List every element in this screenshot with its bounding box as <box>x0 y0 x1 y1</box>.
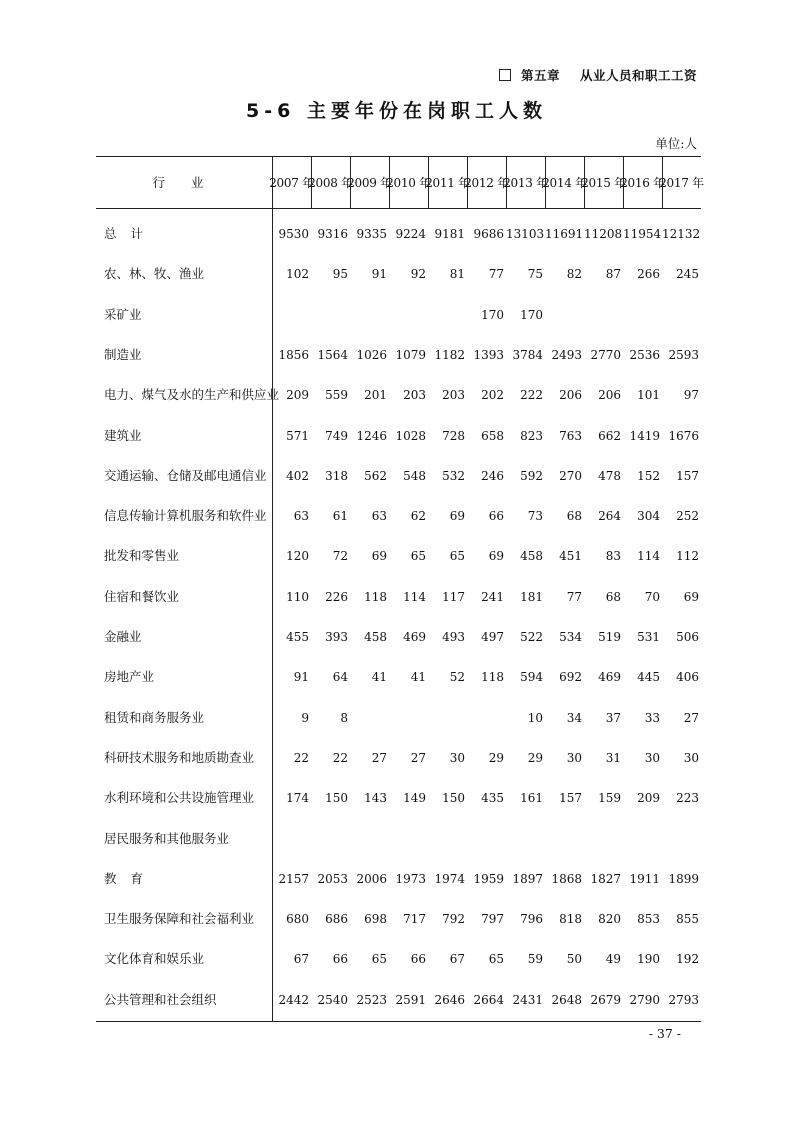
table-cell: 9530 <box>278 227 309 241</box>
table-cell: 458 <box>364 630 387 644</box>
table-cell <box>467 698 504 738</box>
table-cell: 2593 <box>668 347 699 362</box>
table-cell: 1827 <box>590 871 621 886</box>
table-cell: 1856 <box>278 347 309 362</box>
table-cell: 2006 <box>356 871 387 886</box>
table-cell: 181 <box>520 589 543 604</box>
table-cell: 12132 <box>662 227 701 241</box>
table-cell: 11208 <box>584 227 623 241</box>
table-cell: 110 <box>286 589 309 604</box>
table-cell: 2793 <box>668 992 699 1007</box>
row-label: 金融业 <box>104 629 142 644</box>
table-cell: 13103 <box>506 227 545 241</box>
table-cell: 270 <box>559 468 582 483</box>
table-cell <box>584 819 621 859</box>
row-label: 科研技术服务和地质勘查业 <box>104 749 255 765</box>
table-cell: 27 <box>683 710 699 725</box>
table-cell: 823 <box>520 428 543 443</box>
table-cell: 66 <box>332 952 348 967</box>
row-label: 住宿和餐饮业 <box>104 588 180 604</box>
table-cell: 698 <box>364 912 387 927</box>
table-header-rule <box>96 208 701 209</box>
row-label: 电力、煤气及水的生产和供应业 <box>104 387 280 403</box>
table-cell: 118 <box>481 670 504 685</box>
square-icon <box>499 69 511 81</box>
table-cell: 152 <box>637 468 660 483</box>
table-cell: 72 <box>332 549 348 564</box>
table-cell: 192 <box>676 952 699 967</box>
table-cell: 1564 <box>317 347 348 362</box>
table-cell: 820 <box>598 912 621 927</box>
table-cell: 853 <box>637 912 660 927</box>
table-cell: 406 <box>676 670 699 685</box>
table-cell: 114 <box>637 549 660 564</box>
table-row <box>96 214 701 254</box>
table-cell: 493 <box>442 630 465 644</box>
table-cell: 252 <box>676 509 699 524</box>
table-cell: 445 <box>637 670 660 685</box>
table-cell: 65 <box>488 952 504 967</box>
table-row <box>96 778 701 818</box>
table-cell: 1028 <box>395 428 426 443</box>
header-column-divider <box>311 156 312 208</box>
table-cell: 65 <box>410 549 426 564</box>
table-cell: 101 <box>637 388 660 403</box>
table-cell: 41 <box>371 670 387 685</box>
header-column-divider <box>623 156 624 208</box>
row-label: 交通运输、仓储及邮电通信业 <box>104 467 267 483</box>
table-cell: 37 <box>605 710 621 725</box>
table-cell: 117 <box>442 589 465 604</box>
table-cell: 209 <box>286 388 309 403</box>
table-cell: 223 <box>676 791 699 806</box>
table-cell: 497 <box>481 630 504 644</box>
table-cell: 34 <box>566 710 582 725</box>
table-cell <box>389 819 426 859</box>
table-title: 5-6 主要年份在岗职工人数 <box>246 100 547 122</box>
table-row <box>96 577 701 617</box>
table-cell: 49 <box>605 952 621 967</box>
year-column-header: 2016 年 <box>620 175 665 190</box>
table-cell <box>545 819 582 859</box>
table-cell: 1246 <box>356 428 387 443</box>
table-cell: 2442 <box>278 992 309 1007</box>
table-cell: 1974 <box>434 871 465 886</box>
table-cell: 2540 <box>317 992 348 1007</box>
table-cell: 1897 <box>512 871 543 886</box>
table-cell: 83 <box>605 549 621 564</box>
table-row <box>96 335 701 375</box>
table-cell: 65 <box>449 549 465 564</box>
table-cell: 27 <box>371 750 387 765</box>
table-cell: 203 <box>442 388 465 403</box>
table-cell: 77 <box>566 589 582 604</box>
table-cell: 91 <box>293 670 309 685</box>
table-cell: 50 <box>566 952 582 967</box>
table-cell: 69 <box>488 549 504 564</box>
table-cell: 63 <box>293 509 309 524</box>
table-cell: 1182 <box>434 347 465 362</box>
table-cell: 67 <box>449 952 465 967</box>
table-cell: 30 <box>683 750 699 765</box>
table-cell: 1393 <box>473 347 504 362</box>
table-cell: 52 <box>449 670 465 685</box>
table-cell: 1899 <box>668 871 699 886</box>
table-cell <box>311 295 348 335</box>
header-column-divider <box>467 156 468 208</box>
year-column-header: 2009 年 <box>347 175 392 190</box>
table-cell: 658 <box>481 428 504 443</box>
table-cell: 97 <box>683 388 699 403</box>
table-row <box>96 657 701 697</box>
table-cell: 161 <box>520 791 543 806</box>
table-cell: 69 <box>449 509 465 524</box>
table-cell: 29 <box>488 750 504 765</box>
table-cell: 33 <box>644 710 660 725</box>
table-cell: 118 <box>364 589 387 604</box>
row-label: 农、林、牧、渔业 <box>104 266 205 282</box>
table-cell: 393 <box>325 630 348 644</box>
table-cell: 31 <box>605 750 621 765</box>
table-cell: 855 <box>676 912 699 927</box>
row-label: 建筑业 <box>104 427 142 443</box>
table-cell: 66 <box>410 952 426 967</box>
table-cell: 1868 <box>551 871 582 886</box>
table-cell: 792 <box>442 912 465 927</box>
year-column-header: 2007 年 <box>269 175 314 190</box>
row-label: 房地产业 <box>104 669 155 685</box>
table-cell: 65 <box>371 952 387 967</box>
table-cell: 2053 <box>317 871 348 886</box>
table-cell: 61 <box>332 509 348 524</box>
table-cell: 402 <box>286 468 309 483</box>
table-cell: 75 <box>527 267 543 282</box>
table-cell: 157 <box>676 468 699 483</box>
table-cell: 2536 <box>629 347 660 362</box>
table-cell: 2157 <box>278 871 309 886</box>
row-label: 采矿业 <box>104 306 142 322</box>
table-cell <box>662 295 699 335</box>
table-cell: 170 <box>520 307 543 322</box>
table-row <box>96 698 701 738</box>
table-cell: 562 <box>364 468 387 483</box>
table-cell: 157 <box>559 791 582 806</box>
table-bottom-rule <box>96 1021 701 1022</box>
table-cell: 202 <box>481 388 504 403</box>
table-cell: 1026 <box>356 347 387 362</box>
row-label: 卫生服务保障和社会福利业 <box>104 911 255 927</box>
table-cell: 9686 <box>473 227 504 241</box>
table-cell: 159 <box>598 791 621 806</box>
table-cell: 2646 <box>434 992 465 1007</box>
table-cell: 763 <box>559 428 582 443</box>
header-column-divider <box>584 156 585 208</box>
table-cell: 190 <box>637 952 660 967</box>
table-cell: 451 <box>559 549 582 564</box>
table-cell: 64 <box>332 670 348 685</box>
table-row <box>96 295 701 335</box>
table-cell: 59 <box>527 952 543 967</box>
table-cell: 63 <box>371 509 387 524</box>
row-header-label: 行业 <box>152 175 230 190</box>
table-row <box>96 738 701 778</box>
table-cell <box>506 819 543 859</box>
row-label: 文化体育和娱乐业 <box>104 951 205 967</box>
table-cell: 686 <box>325 912 348 927</box>
table-cell: 73 <box>527 509 543 524</box>
page-number: - 37 - <box>648 1026 681 1041</box>
year-column-header: 2014 年 <box>542 175 587 190</box>
table-cell: 22 <box>332 750 348 765</box>
row-label: 租赁和商务服务业 <box>104 709 205 725</box>
header-column-divider <box>545 156 546 208</box>
table-cell <box>623 295 660 335</box>
table-cell: 77 <box>488 267 504 282</box>
row-label: 信息传输计算机服务和软件业 <box>104 508 267 524</box>
table-cell <box>350 698 387 738</box>
header-column-divider <box>389 156 390 208</box>
table-cell: 2664 <box>473 992 504 1007</box>
table-cell: 717 <box>403 912 426 927</box>
table-cell: 2679 <box>590 992 621 1007</box>
table-cell: 435 <box>481 791 504 806</box>
table-cell: 548 <box>403 468 426 483</box>
row-label: 制造业 <box>104 346 142 362</box>
table-cell: 66 <box>488 509 504 524</box>
table-cell: 534 <box>559 630 582 644</box>
table-cell: 571 <box>286 428 309 443</box>
header-column-divider <box>350 156 351 208</box>
table-cell: 594 <box>520 670 543 685</box>
chapter-number: 第五章 <box>520 68 560 83</box>
row-label: 总计 <box>104 226 158 241</box>
year-column-header: 2008 年 <box>308 175 353 190</box>
table-row <box>96 819 701 859</box>
row-label: 教育 <box>104 870 158 886</box>
table-cell: 1911 <box>629 871 660 886</box>
table-cell <box>662 819 699 859</box>
table-cell: 11691 <box>545 227 584 241</box>
table-cell: 246 <box>481 468 504 483</box>
table-cell: 266 <box>637 267 660 282</box>
table-cell: 469 <box>598 670 621 685</box>
table-cell <box>428 295 465 335</box>
table-cell: 112 <box>676 549 699 564</box>
chapter-title: 从业人员和职工工资 <box>579 68 697 83</box>
table-cell: 519 <box>598 630 621 644</box>
table-cell: 241 <box>481 589 504 604</box>
table-cell: 506 <box>676 630 699 644</box>
table-cell: 114 <box>403 589 426 604</box>
table-cell: 120 <box>286 549 309 564</box>
table-cell: 68 <box>566 509 582 524</box>
unit-label: 单位:人 <box>655 136 697 151</box>
table-cell: 8 <box>340 710 348 725</box>
table-cell: 201 <box>364 388 387 403</box>
table-cell: 29 <box>527 750 543 765</box>
table-cell: 2790 <box>629 992 660 1007</box>
table-cell <box>428 698 465 738</box>
table-cell: 41 <box>410 670 426 685</box>
table-cell: 1079 <box>395 347 426 362</box>
table-cell: 3784 <box>512 347 543 362</box>
table-cell: 67 <box>293 952 309 967</box>
table-cell: 662 <box>598 428 621 443</box>
table-cell: 749 <box>325 428 348 443</box>
table-row <box>96 536 701 576</box>
year-column-header: 2011 年 <box>425 175 470 190</box>
table-cell: 149 <box>403 791 426 806</box>
table-row <box>96 416 701 456</box>
table-cell: 592 <box>520 468 543 483</box>
year-column-header: 2017 年 <box>659 175 704 190</box>
table-cell: 522 <box>520 630 543 644</box>
table-row <box>96 456 701 496</box>
table-cell: 531 <box>637 630 660 644</box>
table-cell: 692 <box>559 670 582 685</box>
table-cell <box>584 295 621 335</box>
table-cell: 2770 <box>590 347 621 362</box>
table-cell: 9316 <box>317 227 348 241</box>
table-cell: 27 <box>410 750 426 765</box>
table-cell: 455 <box>286 630 309 644</box>
table-cell <box>389 698 426 738</box>
table-cell: 226 <box>325 589 348 604</box>
table-cell: 1973 <box>395 871 426 886</box>
row-label: 公共管理和社会组织 <box>104 991 217 1007</box>
table-row <box>96 254 701 294</box>
table-cell: 91 <box>371 267 387 282</box>
table-row <box>96 617 701 657</box>
table-cell: 82 <box>566 267 582 282</box>
table-cell: 2431 <box>512 992 543 1007</box>
header-column-divider <box>428 156 429 208</box>
table-cell: 9 <box>301 710 309 725</box>
table-cell: 206 <box>559 388 582 403</box>
table-cell <box>311 819 348 859</box>
table-cell: 532 <box>442 468 465 483</box>
table-cell: 478 <box>598 468 621 483</box>
running-header <box>499 66 697 84</box>
table-cell: 2523 <box>356 992 387 1007</box>
table-cell: 11954 <box>623 227 662 241</box>
table-cell: 174 <box>286 791 309 806</box>
table-row <box>96 939 701 979</box>
table-cell: 9224 <box>395 227 426 241</box>
table-cell: 1676 <box>668 428 699 443</box>
table-cell: 2493 <box>551 347 582 362</box>
table-cell: 102 <box>286 267 309 282</box>
table-cell: 469 <box>403 630 426 644</box>
table-cell: 81 <box>449 267 465 282</box>
row-label: 批发和零售业 <box>104 548 180 564</box>
table-cell: 304 <box>637 509 660 524</box>
table-cell <box>623 819 660 859</box>
table-cell: 264 <box>598 509 621 524</box>
table-row <box>96 496 701 536</box>
table-cell: 458 <box>520 549 543 564</box>
table-cell <box>467 819 504 859</box>
table-cell: 68 <box>605 589 621 604</box>
year-column-header: 2010 年 <box>386 175 431 190</box>
year-column-header: 2013 年 <box>503 175 548 190</box>
table-row <box>96 859 701 899</box>
table-cell: 170 <box>481 307 504 322</box>
table-cell: 1419 <box>629 428 660 443</box>
table-cell: 797 <box>481 912 504 927</box>
table-row <box>96 375 701 415</box>
table-cell: 796 <box>520 912 543 927</box>
row-label: 居民服务和其他服务业 <box>104 830 230 846</box>
table-cell <box>272 819 309 859</box>
table-cell <box>350 819 387 859</box>
table-row <box>96 899 701 939</box>
table-cell <box>389 295 426 335</box>
table-cell: 2591 <box>395 992 426 1007</box>
year-column-header: 2015 年 <box>581 175 626 190</box>
table-cell: 9181 <box>434 227 465 241</box>
row-label: 水利环境和公共设施管理业 <box>104 790 255 806</box>
table-row <box>96 980 701 1020</box>
table-cell: 318 <box>325 468 348 483</box>
header-column-divider <box>506 156 507 208</box>
table-cell: 559 <box>325 388 348 403</box>
table-cell: 203 <box>403 388 426 403</box>
table-cell: 92 <box>410 267 426 282</box>
table-cell: 69 <box>683 589 699 604</box>
table-cell: 9335 <box>356 227 387 241</box>
table-cell: 222 <box>520 388 543 403</box>
table-cell <box>545 295 582 335</box>
table-cell: 70 <box>644 589 660 604</box>
header-column-divider <box>662 156 663 208</box>
table-cell: 150 <box>442 791 465 806</box>
year-column-header: 2012 年 <box>464 175 509 190</box>
table-cell: 30 <box>566 750 582 765</box>
table-cell: 10 <box>527 710 543 725</box>
table-cell <box>350 295 387 335</box>
table-cell: 206 <box>598 388 621 403</box>
table-cell: 143 <box>364 791 387 806</box>
table-cell: 69 <box>371 549 387 564</box>
table-cell: 818 <box>559 912 582 927</box>
table-cell: 209 <box>637 791 660 806</box>
table-cell: 245 <box>676 267 699 282</box>
table-cell: 87 <box>605 267 621 282</box>
table-cell <box>428 819 465 859</box>
table-cell: 22 <box>293 750 309 765</box>
table-cell: 30 <box>644 750 660 765</box>
table-cell: 30 <box>449 750 465 765</box>
table-cell: 150 <box>325 791 348 806</box>
table-cell <box>272 295 309 335</box>
table-cell: 95 <box>332 267 348 282</box>
table-cell: 1959 <box>473 871 504 886</box>
table-cell: 680 <box>286 912 309 927</box>
table-cell: 62 <box>410 509 426 524</box>
table-cell: 728 <box>442 428 465 443</box>
table-cell: 2648 <box>551 992 582 1007</box>
